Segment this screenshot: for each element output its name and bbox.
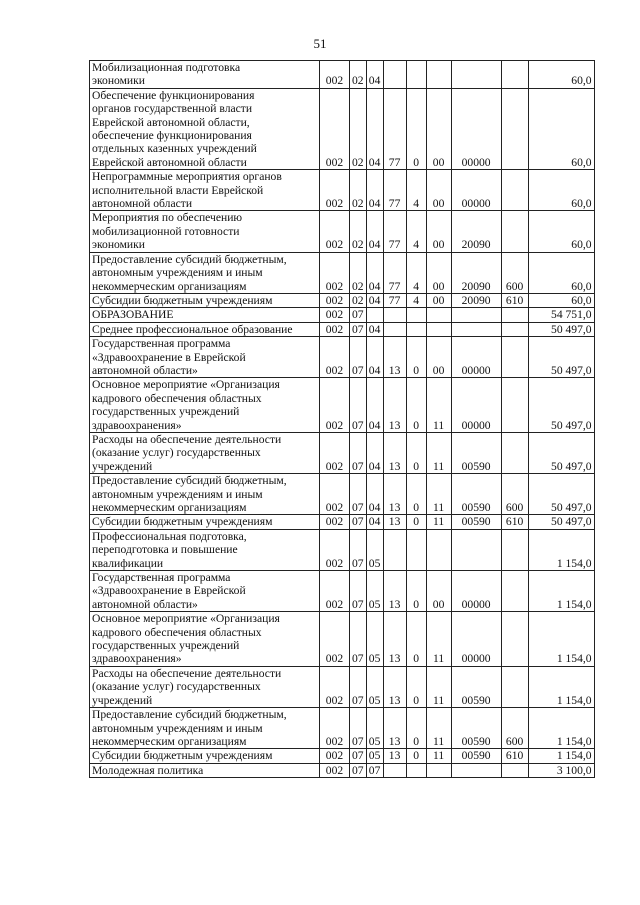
ministry-code: 002	[320, 515, 350, 529]
expense-type-code: 610	[501, 749, 528, 763]
expense-direction-code: 00590	[451, 749, 501, 763]
event-code: 11	[426, 378, 451, 433]
section-code: 07	[350, 763, 367, 777]
expense-type-code	[501, 529, 528, 570]
ministry-code: 002	[320, 432, 350, 473]
event-code: 00	[426, 337, 451, 378]
subsection-code: 05	[366, 708, 383, 749]
expense-item-name: Расходы на обеспечение деятельности (оказание услуг) государственных учреждений	[90, 432, 320, 473]
ministry-code: 002	[320, 749, 350, 763]
expense-direction-code: 00000	[451, 337, 501, 378]
amount-value: 1 154,0	[528, 529, 594, 570]
subsection-code: 05	[366, 529, 383, 570]
expense-item-name: Предоставление субсидий бюджетным, автономным учреждениям и иным некоммерческим организациям	[90, 252, 320, 293]
section-code: 07	[350, 337, 367, 378]
expense-direction-code	[451, 308, 501, 322]
expense-type-code	[501, 763, 528, 777]
subsection-code: 04	[366, 211, 383, 252]
section-code: 07	[350, 612, 367, 667]
expense-direction-code	[451, 322, 501, 336]
ministry-code: 002	[320, 337, 350, 378]
amount-value: 3 100,0	[528, 763, 594, 777]
amount-value: 60,0	[528, 170, 594, 211]
program-code: 13	[383, 378, 406, 433]
ministry-code: 002	[320, 322, 350, 336]
program-code: 13	[383, 571, 406, 612]
table-row	[90, 432, 595, 473]
event-code	[426, 322, 451, 336]
event-code: 11	[426, 474, 451, 515]
event-code: 00	[426, 571, 451, 612]
event-code: 00	[426, 88, 451, 169]
subsection-code: 04	[366, 337, 383, 378]
program-code: 77	[383, 170, 406, 211]
table-row	[90, 571, 595, 612]
table-row	[90, 170, 595, 211]
subprogram-code: 0	[406, 474, 426, 515]
section-code: 07	[350, 571, 367, 612]
ministry-code: 002	[320, 571, 350, 612]
program-code: 77	[383, 252, 406, 293]
page-number: 51	[313, 36, 327, 51]
amount-value: 1 154,0	[528, 749, 594, 763]
expense-direction-code: 00000	[451, 612, 501, 667]
subsection-code: 04	[366, 88, 383, 169]
program-code: 13	[383, 612, 406, 667]
subprogram-code	[406, 529, 426, 570]
amount-value: 1 154,0	[528, 666, 594, 707]
table-row	[90, 612, 595, 667]
expense-direction-code: 00000	[451, 170, 501, 211]
expense-type-code: 600	[501, 708, 528, 749]
expense-type-code: 600	[501, 252, 528, 293]
expense-direction-code: 00590	[451, 708, 501, 749]
expense-direction-code: 20090	[451, 293, 501, 307]
table-row	[90, 337, 595, 378]
expense-item-name: Среднее профессиональное образование	[90, 322, 320, 336]
subsection-code: 04	[366, 474, 383, 515]
event-code: 00	[426, 211, 451, 252]
subsection-code: 05	[366, 571, 383, 612]
expense-item-name: Молодежная политика	[90, 763, 320, 777]
expense-direction-code	[451, 61, 501, 89]
program-code: 77	[383, 293, 406, 307]
expense-direction-code: 00590	[451, 666, 501, 707]
expense-type-code	[501, 337, 528, 378]
expense-type-code	[501, 170, 528, 211]
section-code: 07	[350, 432, 367, 473]
section-code: 02	[350, 252, 367, 293]
event-code: 11	[426, 612, 451, 667]
ministry-code: 002	[320, 666, 350, 707]
ministry-code: 002	[320, 612, 350, 667]
subprogram-code	[406, 322, 426, 336]
program-code	[383, 308, 406, 322]
expense-type-code	[501, 322, 528, 336]
program-code	[383, 61, 406, 89]
expense-item-name: Основное мероприятие «Организация кадрового обеспечения областных государственных учреждений здравоохранения»	[90, 378, 320, 433]
expense-item-name: Непрограммные мероприятия органов исполнительной власти Еврейской автономной области	[90, 170, 320, 211]
table-row	[90, 529, 595, 570]
ministry-code: 002	[320, 474, 350, 515]
expense-type-code: 600	[501, 474, 528, 515]
subprogram-code: 4	[406, 252, 426, 293]
subprogram-code: 0	[406, 337, 426, 378]
expense-item-name: ОБРАЗОВАНИЕ	[90, 308, 320, 322]
program-code: 13	[383, 432, 406, 473]
amount-value: 1 154,0	[528, 571, 594, 612]
subsection-code: 05	[366, 612, 383, 667]
subsection-code	[366, 308, 383, 322]
section-code: 02	[350, 61, 367, 89]
subprogram-code: 0	[406, 378, 426, 433]
table-row	[90, 293, 595, 307]
amount-value: 60,0	[528, 61, 594, 89]
expense-type-code	[501, 308, 528, 322]
event-code	[426, 529, 451, 570]
event-code: 11	[426, 666, 451, 707]
subsection-code: 04	[366, 322, 383, 336]
expense-direction-code: 20090	[451, 252, 501, 293]
amount-value: 50 497,0	[528, 474, 594, 515]
subsection-code: 04	[366, 432, 383, 473]
expense-direction-code	[451, 763, 501, 777]
amount-value: 60,0	[528, 293, 594, 307]
expense-item-name: Предоставление субсидий бюджетным, автономным учреждениям и иным некоммерческим организациям	[90, 708, 320, 749]
subprogram-code: 0	[406, 749, 426, 763]
expense-direction-code: 00000	[451, 378, 501, 433]
expense-item-name: Предоставление субсидий бюджетным, автономным учреждениям и иным некоммерческим организациям	[90, 474, 320, 515]
subsection-code: 04	[366, 515, 383, 529]
amount-value: 60,0	[528, 252, 594, 293]
ministry-code: 002	[320, 88, 350, 169]
expense-item-name: Субсидии бюджетным учреждениям	[90, 293, 320, 307]
event-code: 00	[426, 252, 451, 293]
expense-item-name: Государственная программа «Здравоохранение в Еврейской автономной области»	[90, 337, 320, 378]
subprogram-code: 0	[406, 708, 426, 749]
expense-direction-code: 00590	[451, 432, 501, 473]
event-code: 00	[426, 170, 451, 211]
ministry-code: 002	[320, 308, 350, 322]
section-code: 07	[350, 308, 367, 322]
subprogram-code: 4	[406, 211, 426, 252]
program-code: 13	[383, 337, 406, 378]
subprogram-code: 4	[406, 170, 426, 211]
expense-type-code	[501, 571, 528, 612]
budget-table	[89, 60, 595, 778]
amount-value: 50 497,0	[528, 322, 594, 336]
program-code: 13	[383, 515, 406, 529]
section-code: 07	[350, 749, 367, 763]
subprogram-code: 0	[406, 515, 426, 529]
program-code	[383, 763, 406, 777]
subsection-code: 05	[366, 749, 383, 763]
table-row	[90, 322, 595, 336]
program-code: 77	[383, 88, 406, 169]
table-row	[90, 763, 595, 777]
subsection-code: 04	[366, 61, 383, 89]
program-code: 77	[383, 211, 406, 252]
subsection-code: 04	[366, 378, 383, 433]
expense-item-name: Субсидии бюджетным учреждениям	[90, 515, 320, 529]
expense-direction-code: 00590	[451, 474, 501, 515]
expense-direction-code: 00000	[451, 571, 501, 612]
event-code	[426, 763, 451, 777]
ministry-code: 002	[320, 529, 350, 570]
expense-item-name: Субсидии бюджетным учреждениям	[90, 749, 320, 763]
ministry-code: 002	[320, 170, 350, 211]
amount-value: 60,0	[528, 211, 594, 252]
expense-type-code: 610	[501, 515, 528, 529]
section-code: 02	[350, 293, 367, 307]
subsection-code: 04	[366, 170, 383, 211]
table-row	[90, 211, 595, 252]
subsection-code: 05	[366, 666, 383, 707]
subprogram-code: 0	[406, 666, 426, 707]
expense-item-name: Профессиональная подготовка, переподготовка и повышение квалификации	[90, 529, 320, 570]
expense-type-code	[501, 612, 528, 667]
program-code: 13	[383, 749, 406, 763]
expense-item-name: Расходы на обеспечение деятельности (оказание услуг) государственных учреждений	[90, 666, 320, 707]
ministry-code: 002	[320, 378, 350, 433]
expense-direction-code: 20090	[451, 211, 501, 252]
expense-item-name: Мобилизационная подготовка экономики	[90, 61, 320, 89]
expense-type-code	[501, 61, 528, 89]
event-code	[426, 61, 451, 89]
expense-direction-code	[451, 529, 501, 570]
subprogram-code: 0	[406, 571, 426, 612]
section-code: 07	[350, 529, 367, 570]
expense-type-code: 610	[501, 293, 528, 307]
section-code: 02	[350, 170, 367, 211]
budget-table-body	[90, 61, 595, 778]
section-code: 07	[350, 708, 367, 749]
table-row	[90, 708, 595, 749]
table-row	[90, 378, 595, 433]
table-row	[90, 61, 595, 89]
section-code: 07	[350, 474, 367, 515]
ministry-code: 002	[320, 763, 350, 777]
subsection-code: 04	[366, 252, 383, 293]
expense-item-name: Государственная программа «Здравоохранение в Еврейской автономной области»	[90, 571, 320, 612]
subprogram-code: 0	[406, 432, 426, 473]
expense-type-code	[501, 666, 528, 707]
subprogram-code: 0	[406, 88, 426, 169]
section-code: 07	[350, 378, 367, 433]
ministry-code: 002	[320, 252, 350, 293]
subprogram-code	[406, 61, 426, 89]
subsection-code: 07	[366, 763, 383, 777]
amount-value: 54 751,0	[528, 308, 594, 322]
expense-type-code	[501, 378, 528, 433]
ministry-code: 002	[320, 211, 350, 252]
event-code: 11	[426, 432, 451, 473]
table-row	[90, 308, 595, 322]
expense-type-code	[501, 211, 528, 252]
ministry-code: 002	[320, 293, 350, 307]
section-code: 07	[350, 515, 367, 529]
event-code	[426, 308, 451, 322]
expense-item-name: Основное мероприятие «Организация кадрового обеспечения областных государственных учреждений здравоохранения»	[90, 612, 320, 667]
amount-value: 50 497,0	[528, 337, 594, 378]
amount-value: 50 497,0	[528, 378, 594, 433]
table-row	[90, 474, 595, 515]
subprogram-code	[406, 763, 426, 777]
amount-value: 50 497,0	[528, 432, 594, 473]
section-code: 02	[350, 88, 367, 169]
amount-value: 50 497,0	[528, 515, 594, 529]
amount-value: 1 154,0	[528, 612, 594, 667]
program-code: 13	[383, 666, 406, 707]
event-code: 00	[426, 293, 451, 307]
program-code: 13	[383, 474, 406, 515]
event-code: 11	[426, 515, 451, 529]
table-row	[90, 666, 595, 707]
section-code: 07	[350, 322, 367, 336]
program-code	[383, 529, 406, 570]
amount-value: 1 154,0	[528, 708, 594, 749]
table-row	[90, 252, 595, 293]
expense-type-code	[501, 432, 528, 473]
subprogram-code: 0	[406, 612, 426, 667]
table-row	[90, 749, 595, 763]
expense-direction-code: 00000	[451, 88, 501, 169]
expense-item-name: Обеспечение функционирования органов государственной власти Еврейской автономной области, обеспечение функционирования отдельных казенных учреждений Еврейской автономной области	[90, 88, 320, 169]
program-code	[383, 322, 406, 336]
ministry-code: 002	[320, 61, 350, 89]
section-code: 02	[350, 211, 367, 252]
expense-type-code	[501, 88, 528, 169]
section-code: 07	[350, 666, 367, 707]
subprogram-code	[406, 308, 426, 322]
ministry-code: 002	[320, 708, 350, 749]
subsection-code: 04	[366, 293, 383, 307]
expense-direction-code: 00590	[451, 515, 501, 529]
event-code: 11	[426, 708, 451, 749]
table-row	[90, 515, 595, 529]
program-code: 13	[383, 708, 406, 749]
table-row	[90, 88, 595, 169]
event-code: 11	[426, 749, 451, 763]
amount-value: 60,0	[528, 88, 594, 169]
expense-item-name: Мероприятия по обеспечению мобилизационной готовности экономики	[90, 211, 320, 252]
subprogram-code: 4	[406, 293, 426, 307]
